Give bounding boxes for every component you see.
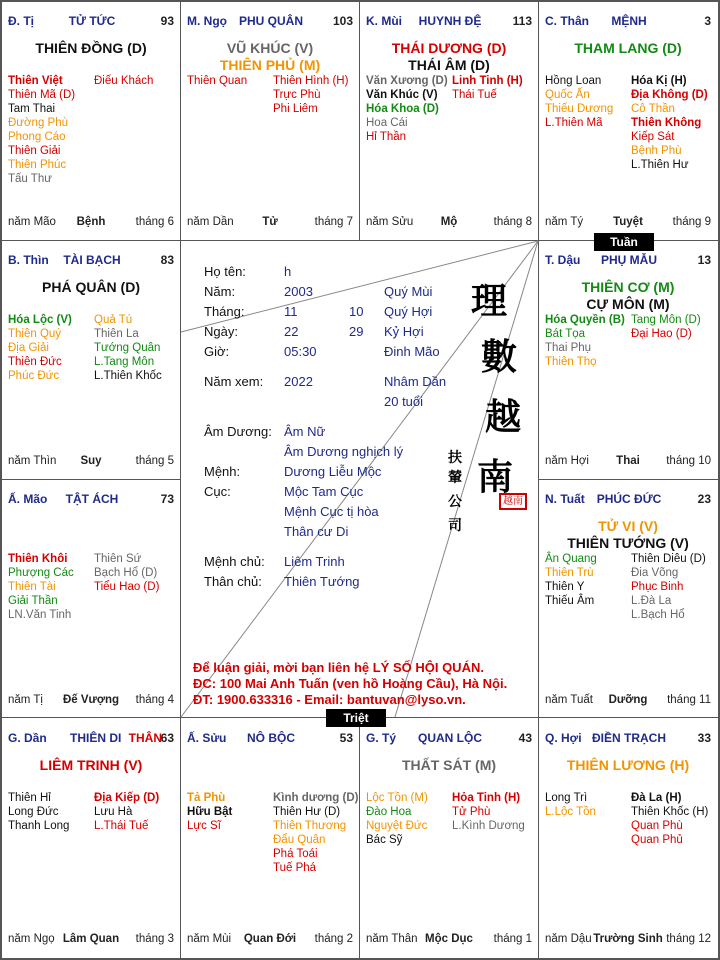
minor-stars-right <box>631 552 706 622</box>
menh-value: Dương Liễu Mộc <box>284 464 382 479</box>
palace-month: tháng 12 <box>666 933 711 945</box>
palace-position: Ấ. Sửu <box>187 731 227 745</box>
palace-year: năm Tuất <box>545 694 593 706</box>
palace-footer <box>545 455 711 469</box>
palace-month: tháng 1 <box>493 933 532 945</box>
palace-stage: Quan Đới <box>243 933 297 945</box>
palace-name: PHỤ MẪU <box>601 253 657 267</box>
main-stars <box>2 279 180 296</box>
minor-stars-right <box>452 74 523 102</box>
month-label: Tháng: <box>204 304 245 319</box>
minor-star: Thiên Hỉ <box>8 792 51 804</box>
palace-footer <box>545 694 711 708</box>
palace-name: THIÊN DI <box>70 731 122 745</box>
palace-header <box>187 14 355 30</box>
minor-star: Bát Tọa <box>545 328 586 340</box>
main-star: THIÊN PHỦ (M) <box>219 57 321 73</box>
palace-header <box>545 492 713 508</box>
palace-position: M. Ngọ <box>187 14 227 28</box>
palace-position: G. Dần <box>8 731 47 745</box>
minor-star: Cô Thần <box>631 103 675 115</box>
minor-star: Phá Toái <box>273 848 318 860</box>
main-stars <box>539 279 717 313</box>
minor-star: Thiếu Dương <box>545 103 614 115</box>
main-star: VŨ KHÚC (V) <box>226 40 314 56</box>
minor-star: LN.Văn Tinh <box>8 609 72 621</box>
palace-position: B. Thìn <box>8 253 49 267</box>
contact-line-1: Để luận giải, mời bạn liên hệ LÝ SỐ HỘI QUÁN. <box>193 660 484 675</box>
age-value: 20 tuổi <box>384 394 424 409</box>
tuan-tag: Tuần <box>594 233 654 251</box>
seal-small-1: 扶 <box>448 450 462 466</box>
palace-position: G. Tý <box>366 731 397 745</box>
main-star: LIÊM TRINH (V) <box>39 757 143 773</box>
main-stars <box>2 40 180 57</box>
than-marker: THÂN <box>128 731 162 745</box>
palace-footer <box>8 694 174 708</box>
minor-star: Thiên Khốc (H) <box>631 806 709 818</box>
minor-star: Thái Tuế <box>452 89 497 101</box>
seal-char-2: 數 <box>481 336 518 378</box>
seal-small-2: 輦 <box>448 470 462 486</box>
minor-star: Tuế Phá <box>273 862 317 874</box>
minor-star: Điếu Khách <box>94 75 154 87</box>
palace-name: TỬ TỨC <box>68 14 116 28</box>
palace-cell <box>539 2 717 239</box>
palace-name: MỆNH <box>611 14 647 28</box>
palace-cell <box>2 241 180 478</box>
palace-header <box>545 253 713 269</box>
minor-star: Thiên Y <box>545 581 585 593</box>
minor-star: Hóa Kị (H) <box>631 75 687 87</box>
palace-year: năm Dần <box>187 216 234 228</box>
minor-star: Văn Khúc (V) <box>366 89 438 101</box>
minor-star: Linh Tinh (H) <box>452 75 523 87</box>
minor-star: Thiên Mã (D) <box>8 89 76 101</box>
palace-year: năm Tý <box>545 216 584 228</box>
minor-star: Trực Phù <box>273 89 321 101</box>
palace-number: 83 <box>160 253 174 267</box>
year-label: Năm: <box>204 284 236 299</box>
minor-star: Tang Môn (D) <box>631 314 701 326</box>
minor-star: Thiên Hình (H) <box>273 75 349 87</box>
minor-stars-right <box>273 74 348 116</box>
minor-stars-left <box>366 74 448 144</box>
minor-stars-left <box>8 791 69 833</box>
triet-tag: Triệt <box>326 709 386 727</box>
minor-star: Phục Binh <box>631 581 684 593</box>
minor-star: Hoa Cái <box>366 117 408 129</box>
main-star: THẤT SÁT (M) <box>401 757 497 773</box>
palace-stage: Tuyệt <box>613 216 643 228</box>
palace-name: TÀI BẠCH <box>63 253 121 267</box>
palace-number: 23 <box>697 492 711 506</box>
minor-star: Thiên Giải <box>8 145 61 157</box>
minor-star: Tướng Quân <box>94 342 161 354</box>
main-star: PHÁ QUÂN (D) <box>42 279 140 295</box>
minor-star: Thai Phụ <box>545 342 592 354</box>
minor-star: Hỏa Tinh (H) <box>452 792 521 804</box>
minor-stars-right <box>631 313 701 341</box>
minor-star: Hỉ Thần <box>366 131 407 143</box>
minor-star: Thiên Thọ <box>545 356 597 368</box>
minor-star: Phượng Các <box>8 567 74 579</box>
minor-stars-right <box>452 791 525 833</box>
minor-stars-right <box>94 552 159 594</box>
palace-number: 93 <box>160 14 174 28</box>
minor-star: Địa Giải <box>8 342 49 354</box>
minor-stars-left <box>545 552 597 608</box>
minor-star: Tả Phù <box>187 792 226 804</box>
palace-month: tháng 3 <box>135 933 174 945</box>
minor-star: Phong Cáo <box>8 131 66 143</box>
palace-cell <box>2 2 180 239</box>
minor-star: Thiên Khôi <box>8 553 68 565</box>
palace-position: C. Thân <box>545 14 589 28</box>
minor-star: Hóa Quyền (B) <box>545 314 625 326</box>
minor-stars-left <box>8 313 72 383</box>
palace-header <box>545 14 713 30</box>
minor-star: Quả Tú <box>94 314 133 326</box>
palace-footer <box>366 216 532 230</box>
palace-footer <box>187 933 353 947</box>
seal-small-4: 司 <box>448 518 462 534</box>
minor-star: Văn Xương (D) <box>366 75 448 87</box>
minor-star: Bác Sỹ <box>366 834 403 846</box>
palace-header <box>8 731 176 747</box>
palace-year: năm Tị <box>8 694 43 706</box>
palace-number: 63 <box>160 731 174 745</box>
year-canchi: Quý Mùi <box>384 284 433 299</box>
month-canchi: Quý Hợi <box>384 304 433 319</box>
day-solar: 22 <box>284 324 299 339</box>
minor-star: Lộc Tồn (M) <box>366 792 428 804</box>
minor-stars-right <box>94 791 159 833</box>
main-stars <box>539 757 717 774</box>
amduong-label: Âm Dương: <box>204 424 272 439</box>
minor-star: L.Kình Dương <box>452 820 525 832</box>
minor-star: Long Đức <box>8 806 59 818</box>
palace-header <box>8 253 176 269</box>
minor-stars-right <box>94 74 153 88</box>
palace-month: tháng 11 <box>667 694 711 706</box>
palace-number: 73 <box>160 492 174 506</box>
day-label: Ngày: <box>204 324 238 339</box>
minor-star: L.Thiên Mã <box>545 117 603 129</box>
main-stars <box>2 757 180 774</box>
palace-number: 33 <box>697 731 711 745</box>
palace-cell <box>181 719 359 956</box>
cuc-value: Mộc Tam Cục <box>284 484 364 499</box>
minor-stars-left <box>366 791 428 847</box>
minor-star: L.Lộc Tồn <box>545 806 596 818</box>
cuc-note: Mệnh Cục tị hòa <box>284 504 379 519</box>
than-chu-label: Thân chủ: <box>204 574 262 589</box>
palace-footer <box>187 216 353 230</box>
minor-stars-left <box>545 313 625 369</box>
minor-star: L.Thiên Hư <box>631 159 689 171</box>
minor-star: Lực Sĩ <box>187 820 221 832</box>
palace-year: năm Mùi <box>187 933 232 945</box>
palace-month: tháng 10 <box>666 455 711 467</box>
palace-name: HUYNH ĐỆ <box>418 14 482 28</box>
minor-star: Đường Phù <box>8 117 68 129</box>
minor-star: Thiếu Âm <box>545 595 595 607</box>
main-star: THIÊN CƠ (M) <box>581 279 675 295</box>
palace-year: năm Mão <box>8 216 56 228</box>
palace-number: 113 <box>512 14 532 28</box>
seal-char-4: 南 <box>477 456 514 498</box>
palace-number: 13 <box>697 253 711 267</box>
palace-name: QUAN LỘC <box>418 731 482 745</box>
view-year-canchi: Nhâm Dần <box>384 374 447 389</box>
main-star: THIÊN TƯỚNG (V) <box>567 535 689 551</box>
palace-year: năm Ngọ <box>8 933 55 945</box>
palace-month: tháng 7 <box>314 216 353 228</box>
minor-star: Hóa Lộc (V) <box>8 314 72 326</box>
than-chu-value: Thiên Tướng <box>284 574 360 589</box>
minor-stars-left <box>8 552 74 622</box>
minor-star: Quan Phù <box>631 820 683 832</box>
main-star: CỰ MÔN (M) <box>586 296 670 312</box>
palace-number: 103 <box>332 14 353 28</box>
palace-header <box>545 731 713 747</box>
month-lunar: 10 <box>349 304 364 319</box>
palace-year: năm Dậu <box>545 933 592 945</box>
minor-star: Quan Phủ <box>631 834 683 846</box>
main-star: TỬ VI (V) <box>598 518 658 534</box>
palace-name: PHU QUÂN <box>238 14 303 28</box>
main-star: THIÊN ĐỒNG (D) <box>35 40 147 56</box>
palace-header <box>366 731 534 747</box>
main-star: THÁI DƯƠNG (D) <box>391 40 507 56</box>
minor-star: Bạch Hổ (D) <box>94 567 158 579</box>
minor-star: Quốc Ấn <box>545 89 590 101</box>
amduong-value: Âm Nữ <box>284 424 326 439</box>
cuc-label: Cục: <box>204 484 231 499</box>
minor-star: Địa Không (D) <box>631 89 708 101</box>
palace-stage: Mộ <box>440 216 458 228</box>
minor-star: Thiên Đức <box>8 356 62 368</box>
palace-cell <box>2 480 180 717</box>
minor-star: Hữu Bật <box>187 806 233 818</box>
minor-star: Thiên Diêu (D) <box>631 553 706 565</box>
palace-stage: Lâm Quan <box>62 933 120 945</box>
minor-star: Tử Phù <box>452 806 491 818</box>
minor-star: Giải Thần <box>8 595 58 607</box>
palace-name: NÔ BỘC <box>247 731 295 745</box>
name-value: h <box>284 264 292 279</box>
palace-position: K. Mùi <box>366 14 402 28</box>
main-star: THIÊN LƯƠNG (H) <box>566 757 690 773</box>
minor-star: Thiên Trù <box>545 567 594 579</box>
palace-month: tháng 2 <box>314 933 353 945</box>
main-stars <box>360 40 538 74</box>
palace-cell <box>181 2 359 239</box>
menh-label: Mệnh: <box>204 464 241 479</box>
main-star: THÁI ÂM (D) <box>408 57 490 73</box>
minor-star: Nguyệt Đức <box>366 820 428 832</box>
palace-header <box>8 492 176 508</box>
palace-month: tháng 5 <box>135 455 174 467</box>
minor-star: Tấu Thư <box>8 173 52 185</box>
minor-star: Đia Võng <box>631 567 679 579</box>
palace-stage: Suy <box>80 455 102 467</box>
minor-stars-left <box>545 791 596 819</box>
minor-star: Thiên Sứ <box>94 553 142 565</box>
palace-position: N. Tuất <box>545 492 585 506</box>
minor-stars-right <box>631 791 708 847</box>
palace-month: tháng 8 <box>493 216 532 228</box>
seal-char-1: 理 <box>471 280 508 322</box>
palace-cell <box>360 719 538 956</box>
palace-stage: Tử <box>262 216 278 228</box>
palace-number: 43 <box>518 731 532 745</box>
palace-stage: Dưỡng <box>608 694 648 706</box>
minor-star: Hóa Khoa (D) <box>366 103 439 115</box>
palace-year: năm Sửu <box>366 216 414 228</box>
name-label: Họ tên: <box>204 264 246 279</box>
month-solar: 11 <box>284 304 298 319</box>
minor-star: Lưu Hà <box>94 806 133 818</box>
minor-star: Đẩu Quân <box>273 834 326 846</box>
palace-cell <box>539 480 717 717</box>
minor-stars-left <box>8 74 75 186</box>
minor-star: L.Thiên Khốc <box>94 370 162 382</box>
hour-value: 05:30 <box>284 344 317 359</box>
palace-name: TẬT ÁCH <box>65 492 119 506</box>
palace-number: 53 <box>339 731 353 745</box>
minor-star: Thiên Hư (D) <box>273 806 341 818</box>
minor-star: Tam Thai <box>8 103 56 115</box>
minor-star: Tiểu Hao (D) <box>94 581 160 593</box>
palace-year: năm Hợi <box>545 455 589 467</box>
palace-stage: Trường Sinh <box>593 933 663 945</box>
contact-line-2: ĐC: 100 Mai Anh Tuấn (ven hồ Hoàng Cầu), Hà Nội. <box>193 676 508 691</box>
minor-star: Đào Hoa <box>366 806 412 818</box>
palace-month: tháng 6 <box>135 216 174 228</box>
minor-stars-left <box>187 74 247 88</box>
minor-star: Ân Quang <box>545 553 597 565</box>
main-stars <box>181 40 359 74</box>
palace-footer <box>8 455 174 469</box>
minor-star: L.Thái Tuế <box>94 820 149 832</box>
minor-stars-left <box>545 74 613 130</box>
than-cu-value: Thân cư Di <box>284 524 349 539</box>
day-canchi: Kỷ Hợi <box>384 324 424 339</box>
minor-star: Thiên La <box>94 328 139 340</box>
palace-year: năm Thân <box>366 933 418 945</box>
palace-footer <box>8 933 174 947</box>
minor-star: Thiên Tài <box>8 581 56 593</box>
palace-footer <box>545 933 711 947</box>
palace-month: tháng 4 <box>135 694 174 706</box>
palace-position: Đ. Tị <box>8 14 34 28</box>
minor-stars-right <box>94 313 162 383</box>
main-stars <box>539 40 717 57</box>
palace-cell <box>2 719 180 956</box>
red-seal-stamp: 越南 <box>499 493 527 510</box>
minor-star: Thanh Long <box>8 820 70 832</box>
palace-header <box>8 14 176 30</box>
minor-star: Thiên Phúc <box>8 159 67 171</box>
day-lunar: 29 <box>349 324 364 339</box>
palace-year: năm Thìn <box>8 455 57 467</box>
minor-stars-right <box>631 74 708 172</box>
palace-month: tháng 9 <box>672 216 711 228</box>
palace-name: ĐIỀN TRẠCH <box>592 731 666 745</box>
seal-small-3: 公 <box>448 494 462 510</box>
hour-label: Giờ: <box>204 344 230 359</box>
palace-stage: Bệnh <box>76 216 106 228</box>
minor-stars-left <box>187 791 232 833</box>
minor-star: L.Tang Môn <box>94 356 155 368</box>
minor-star: Hồng Loan <box>545 75 602 87</box>
palace-stage: Đế Vượng <box>62 694 120 706</box>
amduong-note: Âm Dương nghịch lý <box>284 444 404 459</box>
palace-footer <box>545 216 711 230</box>
minor-star: Địa Kiếp (D) <box>94 792 160 804</box>
menh-chu-label: Mệnh chủ: <box>204 554 265 569</box>
minor-star: Phúc Đức <box>8 370 60 382</box>
minor-star: Thiên Quý <box>8 328 62 340</box>
palace-footer <box>366 933 532 947</box>
palace-name: PHÚC ĐỨC <box>596 492 662 506</box>
menh-chu-value: Liêm Trinh <box>284 554 345 569</box>
minor-star: Kiếp Sát <box>631 131 675 143</box>
seal-char-3: 越 <box>485 396 522 438</box>
palace-cell <box>539 719 717 956</box>
palace-position: Q. Hợi <box>545 731 582 745</box>
minor-star: Thiên Không <box>631 117 702 129</box>
main-star: THAM LANG (D) <box>574 40 682 56</box>
palace-footer <box>8 216 174 230</box>
minor-star: Thiên Thương <box>273 820 347 832</box>
year-value: 2003 <box>284 284 313 299</box>
minor-star: Kình dương (D) <box>273 792 359 804</box>
palace-header <box>366 14 534 30</box>
minor-star: Bệnh Phù <box>631 145 682 157</box>
palace-header <box>187 731 355 747</box>
minor-star: L.Bạch Hổ <box>631 609 685 621</box>
palace-stage: Thai <box>616 455 640 467</box>
palace-stage: Mộc Dục <box>425 933 473 945</box>
palace-number: 3 <box>704 14 711 28</box>
minor-star: Thiên Quan <box>187 75 248 87</box>
minor-star: L.Đà La <box>631 595 672 607</box>
minor-stars-right <box>273 791 358 875</box>
view-year-label: Năm xem: <box>204 374 264 389</box>
minor-star: Phi Liêm <box>273 103 318 115</box>
minor-star: Thiên Việt <box>8 75 63 87</box>
palace-position: Ấ. Mão <box>8 492 48 506</box>
center-info-panel <box>181 241 539 717</box>
main-stars <box>360 757 538 774</box>
minor-star: Long Trì <box>545 792 588 804</box>
minor-star: Đà La (H) <box>631 792 682 804</box>
minor-star: Đại Hao (D) <box>631 328 692 340</box>
palace-cell <box>539 241 717 478</box>
hour-canchi: Đinh Mão <box>384 344 440 359</box>
view-year-value: 2022 <box>284 374 313 389</box>
palace-position: T. Dậu <box>545 253 581 267</box>
contact-line-3: ĐT: 1900.633316 - Email: bantuvan@lyso.vn. <box>193 692 466 707</box>
palace-cell <box>360 2 538 239</box>
main-stars <box>539 518 717 552</box>
